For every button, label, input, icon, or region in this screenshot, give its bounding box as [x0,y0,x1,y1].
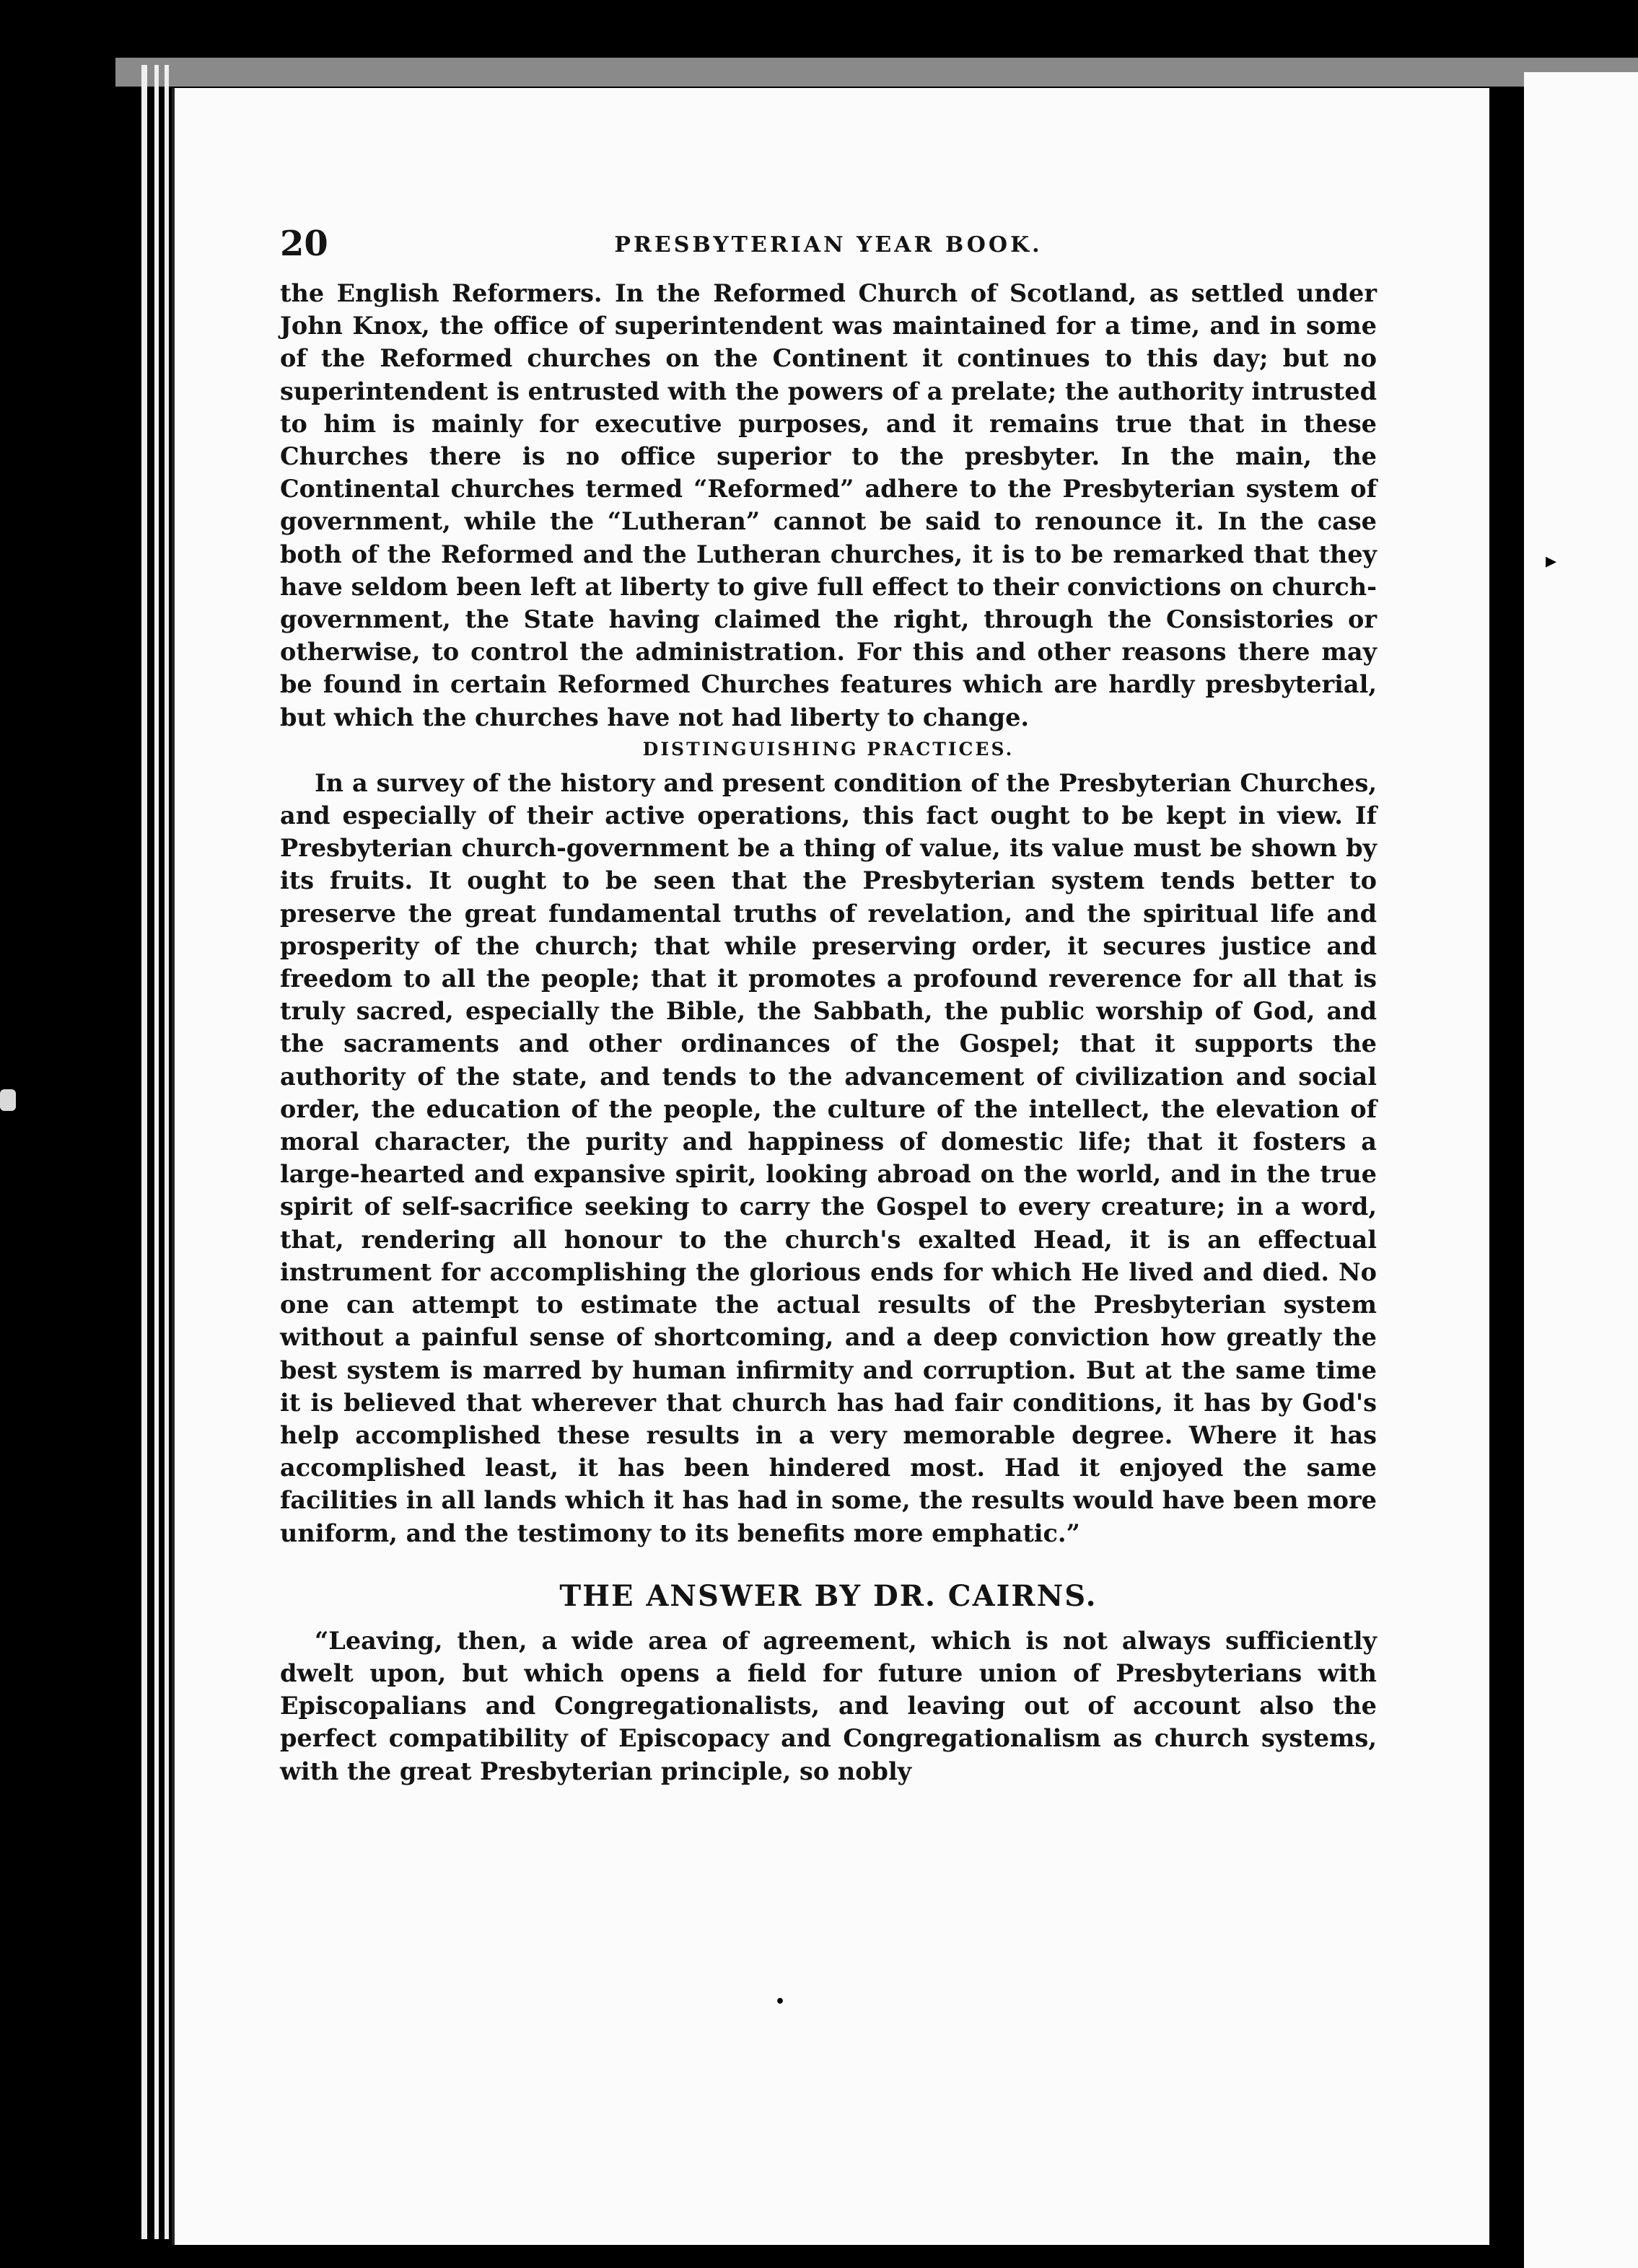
heading-answer-by-dr-cairns: THE ANSWER BY DR. CAIRNS. [559,1578,1098,1613]
paragraph-reformers: the English Reformers. In the Reformed Church of Scotland, as settled under John Knox, the office of superintendent was maintained for a time, and in some of the Reformed churches on the Continent it continues to this day; but no superintendent is entrusted with the powers of a prelate; the authority intrusted to him is mainly for executive purposes, and it remains true that in these Churches there is no office superior to the presbyter. In the main, the Continental churches termed “Reformed” adhere to the Presbyterian system of government, while the “Lutheran” cannot be said to renounce it. In the case both of the Reformed and the Lutheran churches, it is to be remarked that they have seldom been left at liberty to give full effect to their convictions on church-government, the State having claimed the right, through the Consistories or otherwise, to control the administration. For this and other reasons there may be found in certain Reformed Churches features which are hardly presbyterial, but which the churches have not had liberty to change. [280,279,1377,731]
scan-blot [0,1089,16,1111]
book-frame-top [115,58,1638,87]
heading-distinguishing-practices: DISTINGUISHING PRACTICES. [642,738,1015,760]
page-stack-edge-2 [154,65,159,2239]
paragraph-survey: In a survey of the history and present condition of the Presbyterian Churches, and especially of their active operations, this fact ought to be kept in view. If Presbyterian church-government be a thing of value, its value must be shown by its fruits. It ought to be seen that the Presbyterian system tends better to preserve the great fundamental truths of revelation, and the spiritual life and prosperity of the church; that while preserving order, it secures justice and freedom to all the people; that it promotes a profound reverence for all that is truly sacred, especially the Bible, the Sabbath, the public worship of God, and the sacraments and other ordinances of the Gospel; that it supports the authority of the state, and tends to the advancement of civilization and social order, the education of the people, the culture of the intellect, the elevation of moral character, the purity and happiness of domestic life; that it fosters a large-hearted and expansive spirit, looking abroad on the world, and in the true spirit of self-sacrifice seeking to carry the Gospel to every creature; in a word, that, rendering all honour to the church's exalted Head, it is an effectual instrument for accomplishing the glorious ends for which He lived and died. No one can attempt to estimate the actual results of the Presbyterian system without a painful sense of shortcoming, and a deep conviction how greatly the best system is marred by human infirmity and corruption. But at the same time it is believed that wherever that church has had fair conditions, it has by God's help accomplished these results in a very memorable degree. Where it has accomplished least, it has been hindered most. Had it enjoyed the same facilities in all lands which it has had in some, the results would have been more uniform, and the testimony to its benefits more emphatic.” [280,768,1377,1547]
margin-mark: ▸ [1546,548,1557,573]
page-content [280,224,1377,1788]
paragraph-leaving: “Leaving, then, a wide area of agreement, which is not always sufficiently dwelt upon, but which opens a field for future union of Presbyterians with Episcopalians and Congregationalists, and leaving out of account also the perfect compatibility of Episcopacy and Congregationalism as church systems, with the great Presbyterian principle, so nobly [280,1626,1377,1785]
facing-page-edge [1524,72,1638,2268]
book-page [172,88,1489,2245]
page-stack-edge-3 [165,65,169,2239]
page-number: 20 [280,224,328,264]
running-head [280,224,1377,267]
page-stack-edge-1 [141,65,147,2239]
running-title: PRESBYTERIAN YEAR BOOK. [614,232,1043,258]
bottom-dot-mark: • [775,1992,786,2011]
